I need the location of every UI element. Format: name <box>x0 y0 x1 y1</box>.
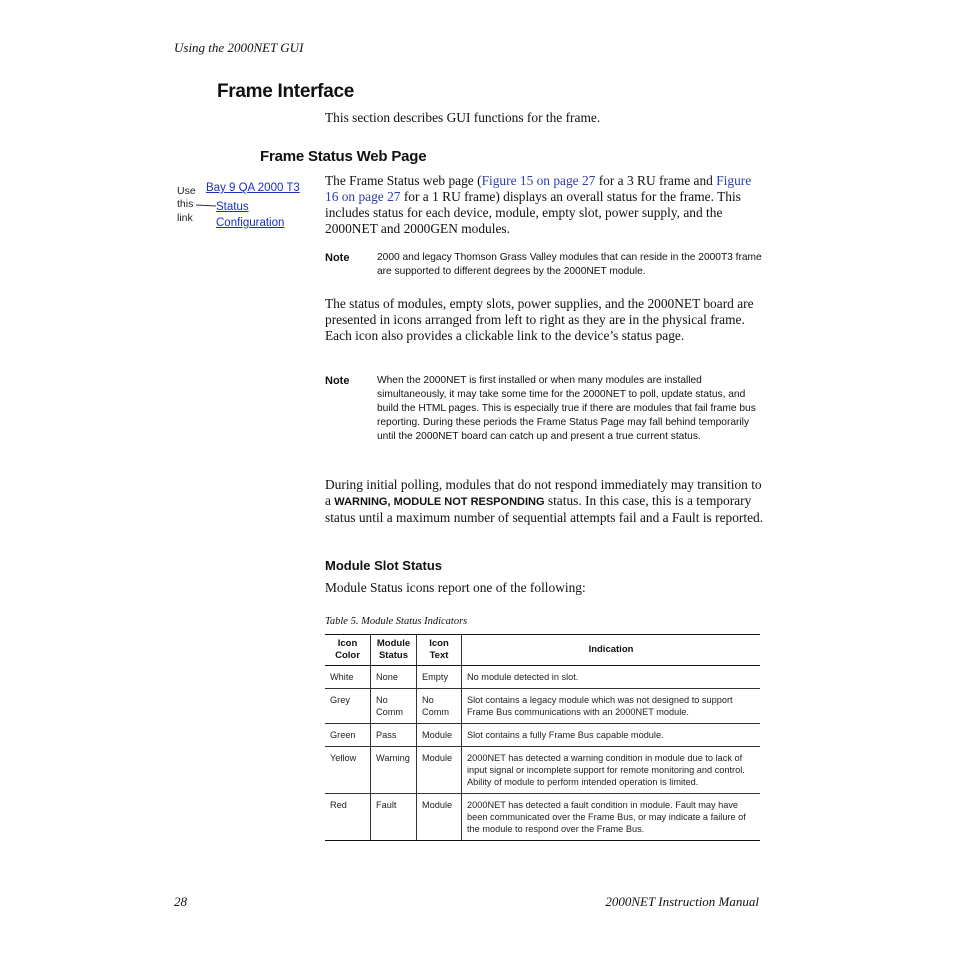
cell-indication: 2000NET has detected a fault condition in module. Fault may have been communicated over the Frame Bus, or may indicate a failure of the module to respond over the Frame Bus. <box>462 794 761 841</box>
cell-icon-color: Yellow <box>325 747 371 794</box>
cell-icon-text: Module <box>417 747 462 794</box>
table-header-row <box>325 635 760 666</box>
module-slot-intro: Module Status icons report one of the following: <box>325 580 586 595</box>
status-link[interactable]: Status <box>216 201 249 213</box>
cell-icon-color: White <box>325 666 371 689</box>
cell-indication: Slot contains a fully Frame Bus capable module. <box>462 724 761 747</box>
status-link-figure <box>176 180 316 235</box>
frame-name-link[interactable]: Bay 9 QA 2000 T3 <box>206 182 300 194</box>
frame-status-paragraph: The Frame Status web page (Figure 15 on page 27 for a 3 RU frame and Figure 16 on page 27 for a 1 RU frame) displays an overall status for the frame. This includes status for each device, module, empty slot, power supply, and the 2000NET and 2000GEN modules. <box>325 173 752 236</box>
figure-16-link[interactable]: Figure 16 on page 27 <box>325 173 752 204</box>
cell-indication: Slot contains a legacy module which was not designed to support Frame Bus communications with an 2000NET module. <box>462 689 761 724</box>
manual-title: 2000NET Instruction Manual <box>605 894 759 909</box>
figure-label-link: link <box>177 212 193 224</box>
section-title: Frame Interface <box>217 81 355 102</box>
cell-module-status: Warning <box>371 747 417 794</box>
figure-label-this: this <box>177 198 194 210</box>
header-icon-color: Icon Color <box>325 635 371 666</box>
cell-indication: No module detected in slot. <box>462 666 761 689</box>
header-icon-text: Icon Text <box>417 635 462 666</box>
icons-paragraph: The status of modules, empty slots, power supplies, and the 2000NET board are presented in icons arranged from left to right as they are in the physical frame. Each icon also provides a clickable link to the device’s status page. <box>325 296 754 343</box>
cell-icon-color: Grey <box>325 689 371 724</box>
cell-icon-text: Module <box>417 724 462 747</box>
cell-module-status: Fault <box>371 794 417 841</box>
table-row <box>325 689 760 724</box>
cell-icon-text: No Comm <box>417 689 462 724</box>
module-slot-title: Module Slot Status <box>325 558 442 573</box>
page-number: 28 <box>174 894 187 909</box>
table-row <box>325 747 760 794</box>
figure-15-link[interactable]: Figure 15 on page 27 <box>481 173 596 188</box>
pointer-line <box>196 202 218 210</box>
header-module-status: Module Status <box>371 635 417 666</box>
note-text: When the 2000NET is first installed or when many modules are installed simultaneously, it may take some time for the 2000NET to poll, update status, and build the HTML pages. This is especially true if there are modules that fail frame bus reporting. During these periods the Frame Status Page may fall behind temporarily until the 2000NET board can catch up and present a true current status. <box>377 375 756 442</box>
polling-paragraph: During initial polling, modules that do not respond immediately may transition to a WARNING, MODULE NOT RESPONDING status. In this case, this is a temporary status until a maximum number of sequential attempts fail and a Fault is reported. <box>325 477 764 525</box>
module-status-table <box>325 634 760 841</box>
configuration-link[interactable]: Configuration <box>216 217 285 229</box>
note-text: 2000 and legacy Thomson Grass Valley modules that can reside in the 2000T3 frame are supported to different degrees by the 2000NET module. <box>377 252 762 277</box>
table-row <box>325 666 760 689</box>
table-row <box>325 794 760 841</box>
note-label: Note <box>325 375 350 387</box>
figure-label-use: Use <box>177 185 196 197</box>
cell-module-status: Pass <box>371 724 417 747</box>
header-indication: Indication <box>462 635 761 666</box>
warning-keyword: WARNING, MODULE NOT RESPONDING <box>334 496 545 508</box>
table-caption: Table 5. Module Status Indicators <box>325 616 468 627</box>
running-header: Using the 2000NET GUI <box>174 40 304 55</box>
table-row <box>325 724 760 747</box>
cell-icon-text: Empty <box>417 666 462 689</box>
cell-icon-color: Green <box>325 724 371 747</box>
cell-module-status: No Comm <box>371 689 417 724</box>
section-intro: This section describes GUI functions for the frame. <box>325 110 601 125</box>
cell-icon-color: Red <box>325 794 371 841</box>
cell-indication: 2000NET has detected a warning condition in module due to lack of input signal or incomplete support for remote monitoring and control. Ability of module to perform intended operation is limited. <box>462 747 761 794</box>
subsection-title: Frame Status Web Page <box>260 148 427 165</box>
note-label: Note <box>325 252 350 264</box>
cell-module-status: None <box>371 666 417 689</box>
cell-icon-text: Module <box>417 794 462 841</box>
